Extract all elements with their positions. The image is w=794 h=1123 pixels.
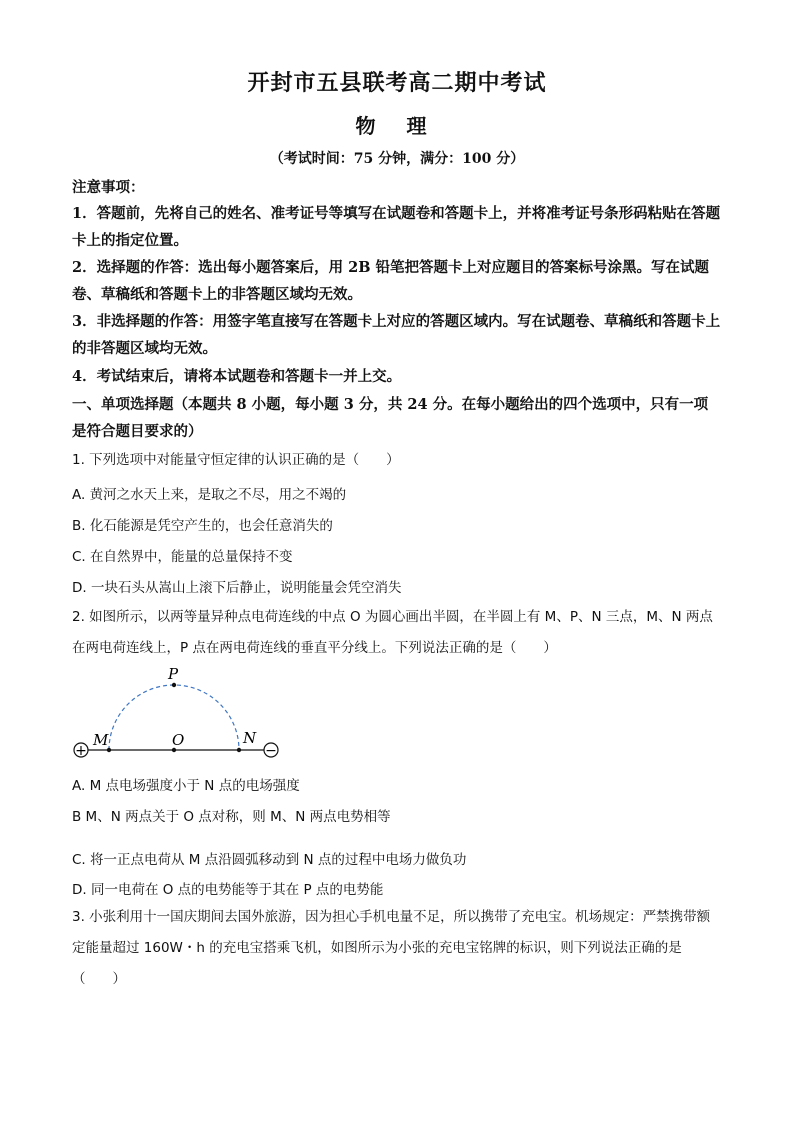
question-1-option-c: C. 在自然界中，能量的总量保持不变	[72, 549, 293, 565]
label-n: N	[243, 729, 257, 747]
note-item: 1．答题前，先将自己的姓名、准考证号等填写在试题卷和答题卡上，并将准考证号条形码粘贴在答题卡上的指定位置。	[72, 205, 721, 249]
positive-charge-sign: +	[75, 743, 87, 759]
exam-time-info: （考试时间：75 分钟，满分：100 分）	[269, 151, 525, 167]
question-1-option-a: A. 黄河之水天上来，是取之不尽，用之不竭的	[72, 487, 347, 503]
question-2-option-a: A. M 点电场强度小于 N 点的电场强度	[72, 778, 300, 794]
notes-heading: 注意事项：	[72, 179, 145, 196]
negative-charge-sign: −	[265, 743, 277, 759]
note-item: 3．非选择题的作答：用签字笔直接写在答题卡上对应的答题区域内。写在试题卷、草稿纸和答题卡上的非答题区域均无效。	[72, 313, 721, 357]
question-1-option-d: D. 一块石头从嵩山上滚下后静止，说明能量会凭空消失	[72, 580, 402, 596]
section-heading: 一、单项选择题（本题共 8 小题，每小题 3 分，共 24 分。在每小题给出的四个选项中，只有一项是符合题目要求的）	[72, 396, 709, 440]
question-2-stem: 2. 如图所示，以两等量异种点电荷连线的中点 O 为圆心画出半圆，在半圆上有 M、P、N 三点，M、N 两点在两电荷连线上，P 点在两电荷连线的垂直平分线上。下列说法正确的是（ ）	[72, 609, 713, 656]
point-p	[172, 683, 176, 687]
note-item: 2．选择题的作答：选出每小题答案后，用 2B 铅笔把答题卡上对应题目的答案标号涂黑。写在试题卷、草稿纸和答题卡上的非答题区域均无效。	[72, 259, 710, 303]
point-n	[237, 748, 241, 752]
question-2-option-b: B M、N 两点关于 O 点对称，则 M、N 两点电势相等	[72, 809, 391, 825]
label-m: M	[93, 731, 109, 749]
semicircle-charge-diagram	[68, 664, 288, 764]
question-2-option-c: C. 将一正点电荷从 M 点沿圆弧移动到 N 点的过程中电场力做负功	[72, 852, 467, 868]
label-o: O	[172, 731, 185, 749]
subject-title: 物 理	[355, 114, 439, 138]
label-p: P	[168, 665, 179, 683]
question-1-option-b: B. 化石能源是凭空产生的，也会任意消失的	[72, 518, 333, 534]
exam-title: 开封市五县联考高二期中考试	[247, 70, 547, 96]
question-3-stem: 3. 小张利用十一国庆期间去国外旅游，因为担心手机电量不足，所以携带了充电宝。机场规定：严禁携带额定能量超过 160W・h 的充电宝搭乘飞机，如图所示为小张的充电宝铭牌的标识，则下列说法正确的是（ ）	[72, 909, 711, 987]
question-2-option-d: D. 同一电荷在 O 点的电势能等于其在 P 点的电势能	[72, 882, 384, 898]
question-1-stem: 1. 下列选项中对能量守恒定律的认识正确的是（ ）	[72, 452, 400, 468]
note-item: 4．考试结束后，请将本试题卷和答题卡一并上交。	[72, 368, 402, 385]
